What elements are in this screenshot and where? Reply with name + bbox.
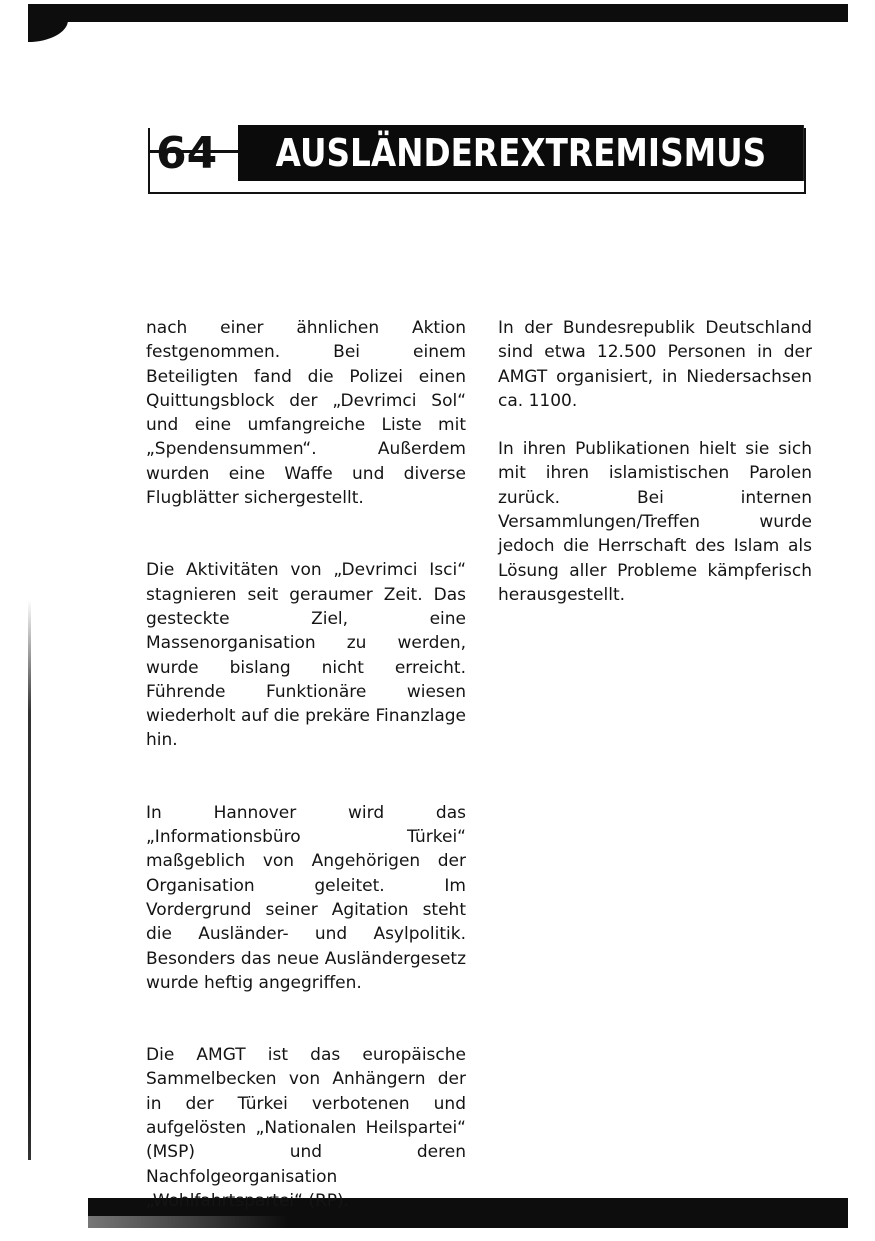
page-number: 64 bbox=[156, 128, 218, 179]
paragraph: Die AMGT ist das europäische Sammelbecken von Anhängern der in der Türkei verbotenen und aufgelösten „Nationalen Heilspartei“ (MSP) und deren Nachfolgeorganisation „Wohlfahrtspartei“ (RP). bbox=[146, 1045, 466, 1211]
paragraph: nach einer ähnlichen Aktion festgenommen. Bei einem Beteiligten fand die Polizei einen Quittungsblock der „Devrimci Sol“ und eine umfangreiche Liste mit „Spendensummen“. Außerdem wurden eine Waffe und diverse Flugblätter sichergestellt. bbox=[146, 318, 466, 509]
scan-border-left bbox=[28, 600, 31, 1160]
scan-border-top bbox=[28, 4, 848, 22]
paragraph: In der Bundesrepublik Deutschland sind etwa 12.500 Personen in der AMGT organisiert, in Niedersachsen ca. 1100. bbox=[498, 318, 812, 411]
section-title: AUSLÄNDEREXTREMISMUS bbox=[238, 125, 804, 181]
scan-border-corner bbox=[28, 20, 68, 42]
paragraph: Die Aktivitäten von „Devrimci Isci“ stagnieren seit geraumer Zeit. Das gesteckte Ziel, eine Massenorganisation zu werden, wurde bislang nicht erreicht. Führende Funktionäre wiesen wiederholt auf die prekäre Finanzlage hin. bbox=[146, 560, 466, 751]
paragraph: In Hannover wird das „Informationsbüro Türkei“ maßgeblich von Angehörigen der Organisation geleitet. Im Vordergrund seiner Agitation steht die Ausländer- und Asylpolitik. Besonders das neue Ausländergesetz wurde heftig angegriffen. bbox=[146, 802, 466, 993]
right-column bbox=[498, 316, 812, 607]
left-column bbox=[146, 316, 466, 1213]
scan-border-bottom-fade bbox=[88, 1216, 288, 1228]
paragraph: In ihren Publikationen hielt sie sich mit ihren islamistischen Parolen zurück. Bei internen Versammlungen/Treffen wurde jedoch die Herrschaft des Islam als Lösung aller Probleme kämpferisch herausgestellt. bbox=[498, 439, 812, 605]
